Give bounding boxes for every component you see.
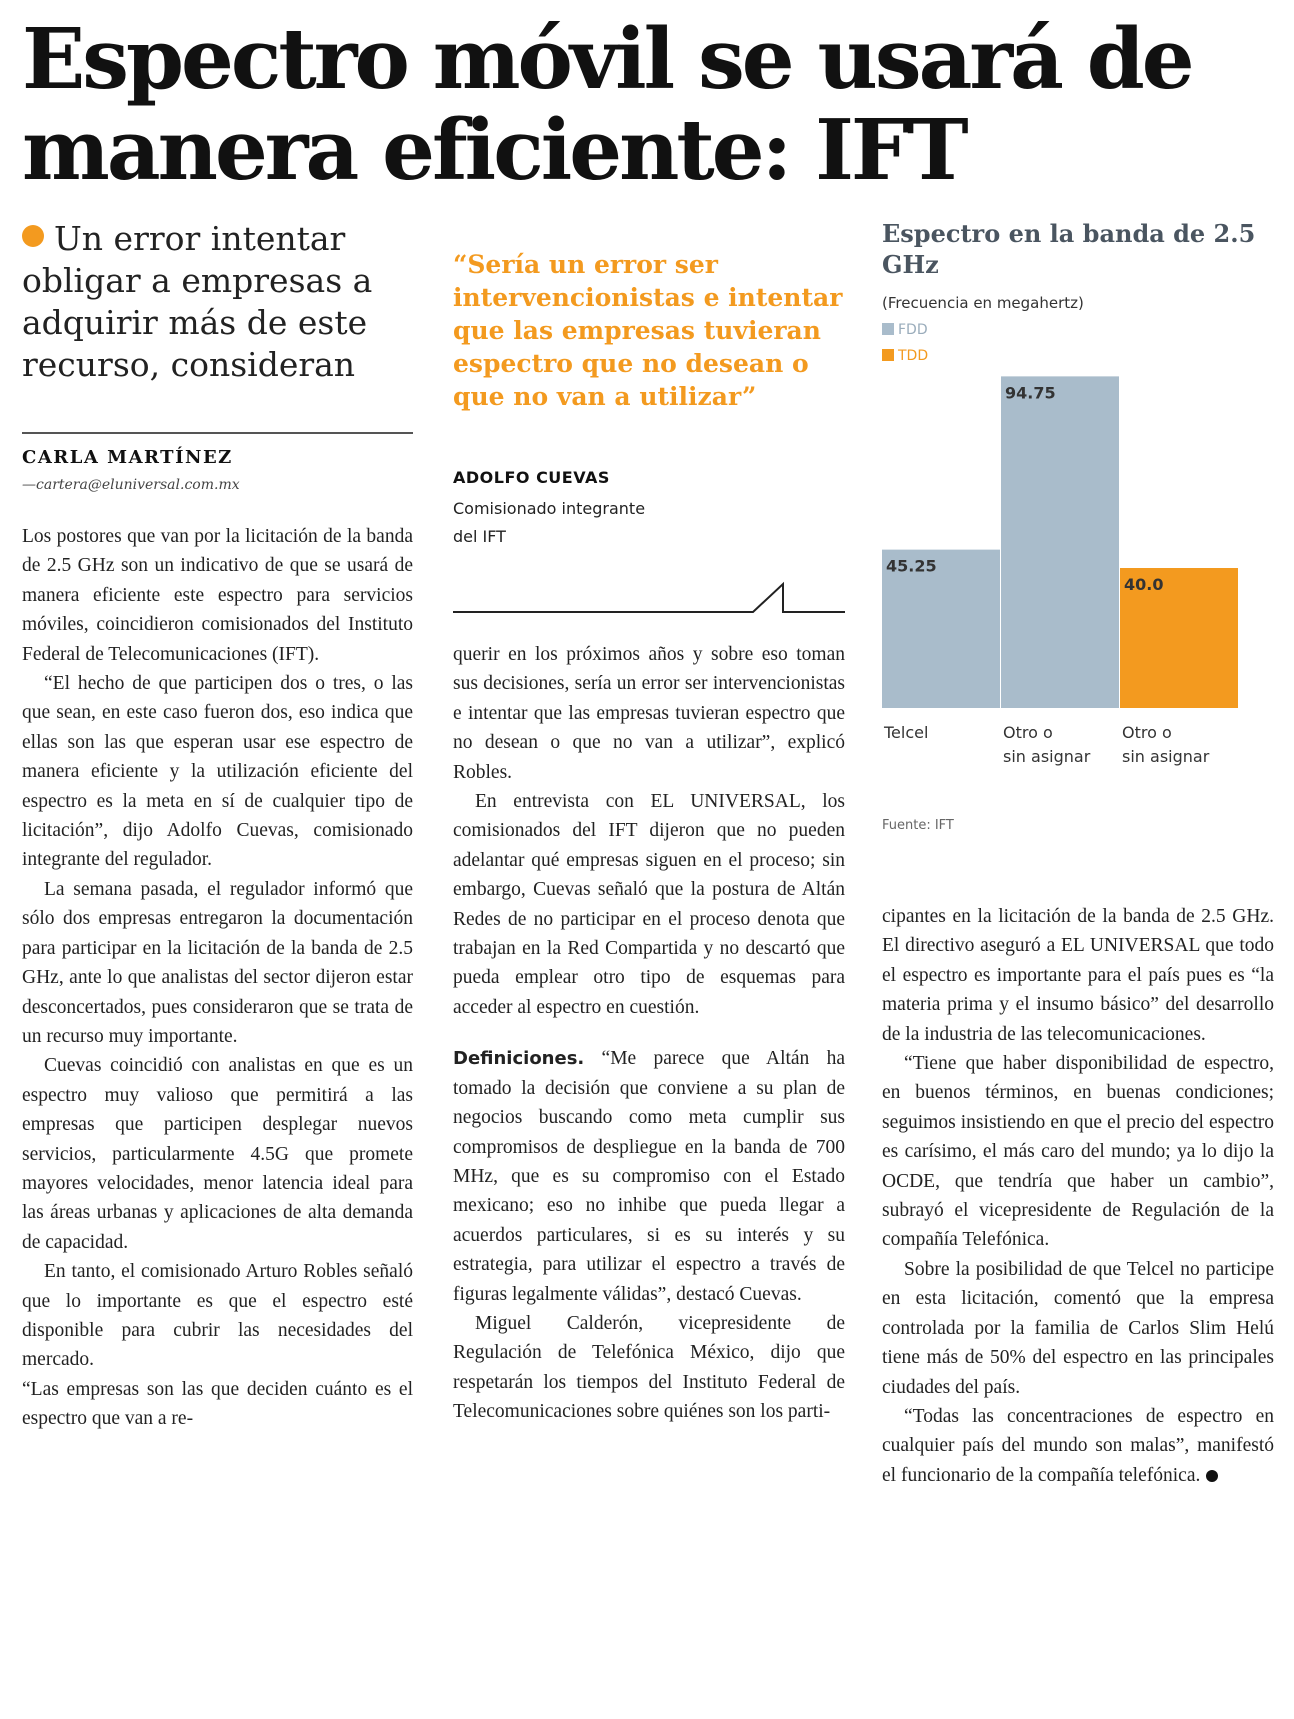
paragraph: Los postores que van por la licitación de la banda de 2.5 GHz son un indicativo de que se usará de manera eficiente este espectro para servicios móviles, coincidieron comisionados del Instituto Federal de Telecomunicaciones (IFT). <box>22 526 413 665</box>
category-label-2: sin asignar <box>1122 747 1210 766</box>
body-column-2 <box>453 640 845 1690</box>
paragraph: En tanto, el comisionado Arturo Robles señaló que lo importante es que el espectro esté disponible para cubrir las necesidades del mercado. <box>22 1261 413 1371</box>
infographic <box>882 218 1282 838</box>
paragraph-last <box>882 1402 1274 1490</box>
data-label-1: 94.75 <box>1005 383 1056 403</box>
paragraph: “Tiene que haber disponibilidad de espectro, en buenos términos, en buenas condiciones; seguimos insistiendo en que el precio del espectro es carísimo, el más caro del mundo; ya lo dijo la OCDE, que tendría que haber un cambio”, subrayó el vicepresidente de Regulación de la compañía Telefónica. <box>882 1053 1274 1251</box>
category-label-1: sin asignar <box>1003 747 1091 766</box>
body-column-1 <box>22 522 413 1692</box>
infographic-subtitle: (Frecuencia en megahertz) <box>882 294 1084 312</box>
byline-author: CARLA MARTÍNEZ <box>22 447 233 468</box>
byline-email[interactable]: —cartera@eluniversal.com.mx <box>22 477 240 493</box>
pullquote: “Sería un error ser intervencionistas e intentar que las empresas tuvieran espectro que no desean o que no van a utilizar” <box>453 250 843 411</box>
pullquote-name: ADOLFO CUEVAS <box>453 468 610 487</box>
paragraph: Sobre la posibilidad de que Telcel no participe en esta licitación, comentó que la empresa controlada por la familia de Carlos Slim Helú tiene más de 50% del espectro en las principales ciudades del país. <box>882 1258 1274 1398</box>
paragraph: querir en los próximos años y sobre eso toman sus decisiones, sería un error ser intervencionistas e intentar que las empresas tuvieran espectro que no desean o que no van a utilizar”, explicó Robles. <box>453 644 845 783</box>
end-mark-icon <box>1206 1470 1218 1482</box>
pullquote-role: Comisionado integrante del IFT <box>453 499 646 546</box>
data-label-2: 40.0 <box>1124 575 1164 594</box>
legend-swatch-fdd <box>882 323 894 335</box>
subhead <box>22 218 417 386</box>
bar-1 <box>1001 376 1119 708</box>
infographic-title: Espectro en la banda de 2.5 GHz <box>882 219 1256 279</box>
paragraph: “El hecho de que participen dos o tres, o las que sean, en este caso fueron dos, eso indica que ellas son las que esperan usar ese espectro de manera eficiente y la utilización eficiente del espectro es la meta en sí de cualquier tipo de licitación”, dijo Adolfo Cuevas, comisionado integrante del regulador. <box>22 673 413 871</box>
paragraph: En entrevista con EL UNIVERSAL, los comisionados del IFT dijeron que no pueden adelantar qué empresas siguen en el proceso; sin embargo, Cuevas señaló que la postura de Altán Redes de no participar en el proceso denota que trabajan en la Red Compartida y no descartó que pueda emplear otro tipo de esquemas para acceder al espectro en cuestión. <box>453 791 845 1018</box>
bullet-dot-icon <box>22 225 44 247</box>
data-label-0: 45.25 <box>886 556 937 576</box>
body-column-3 <box>882 902 1274 1692</box>
paragraph: La semana pasada, el regulador informó que sólo dos empresas entregaron la documentación para participar en la licitación de la banda de 2.5 GHz, ante lo que analistas del sector dijeron estar desconcertados, pues consideraron que se trata de un recurso muy importante. <box>22 878 413 1047</box>
legend-label-tdd: TDD <box>898 348 929 364</box>
paragraph: Miguel Calderón, vicepresidente de Regulación de Telefónica México, dijo que respetarán los tiempos del Instituto Federal de Telecomunicaciones sobre quiénes son los parti- <box>453 1312 845 1423</box>
section-head: Definiciones. <box>453 1048 585 1070</box>
category-label-1: Otro o <box>1003 723 1053 742</box>
paragraph-definiciones <box>453 1044 845 1309</box>
bar-chart <box>882 358 1282 838</box>
paragraph: cipantes en la licitación de la banda de 2.5 GHz. El directivo aseguró a EL UNIVERSAL que todo el espectro es importante para el país pues es “la materia prima y el insumo básico” del desarrollo de la industria de las telecomunicaciones. <box>882 906 1274 1045</box>
byline-rule <box>22 432 413 434</box>
category-label-2: Otro o <box>1122 723 1172 742</box>
subhead-text: Un error intentar obligar a empresas a adquirir más de este recurso, consideran <box>22 219 373 384</box>
paragraph: Cuevas coincidió con analistas en que es un espectro muy valioso que permitirá a las empresas que participen desplegar nuevos servicios, particularmente 4.5G que promete mayores velocidades, menor latencia ideal para las áreas urbanas y aplicaciones de alta demanda de capacidad. <box>22 1055 413 1253</box>
paragraph-text: “Todas las concentraciones de espectro en cualquier país del mundo son malas”, manifestó el funcionario de la compañía telefónica. <box>882 1405 1274 1486</box>
section-text: “Me parece que Altán ha tomado la decisión que conviene a su plan de negocios buscando como meta cumplir sus compromisos de despliegue en la banda de 700 MHz, que es su compromiso con el Estado mexicano; eso no inhibe que pueda llegar a acuerdos particulares, si es su interés y su estrategia, para utilizar el espectro a través de figuras legalmente válidas”, destacó Cuevas. <box>453 1048 845 1305</box>
category-label-0: Telcel <box>884 723 929 742</box>
paragraph: “Las empresas son las que deciden cuánto es el espectro que van a re- <box>22 1378 413 1430</box>
legend-label-fdd: FDD <box>898 322 928 338</box>
infographic-source: Fuente: IFT <box>882 818 954 833</box>
headline: Espectro móvil se usará de manera eficiente: IFT <box>22 10 1192 199</box>
legend-fdd <box>882 322 928 338</box>
pullquote-rule <box>453 578 845 614</box>
